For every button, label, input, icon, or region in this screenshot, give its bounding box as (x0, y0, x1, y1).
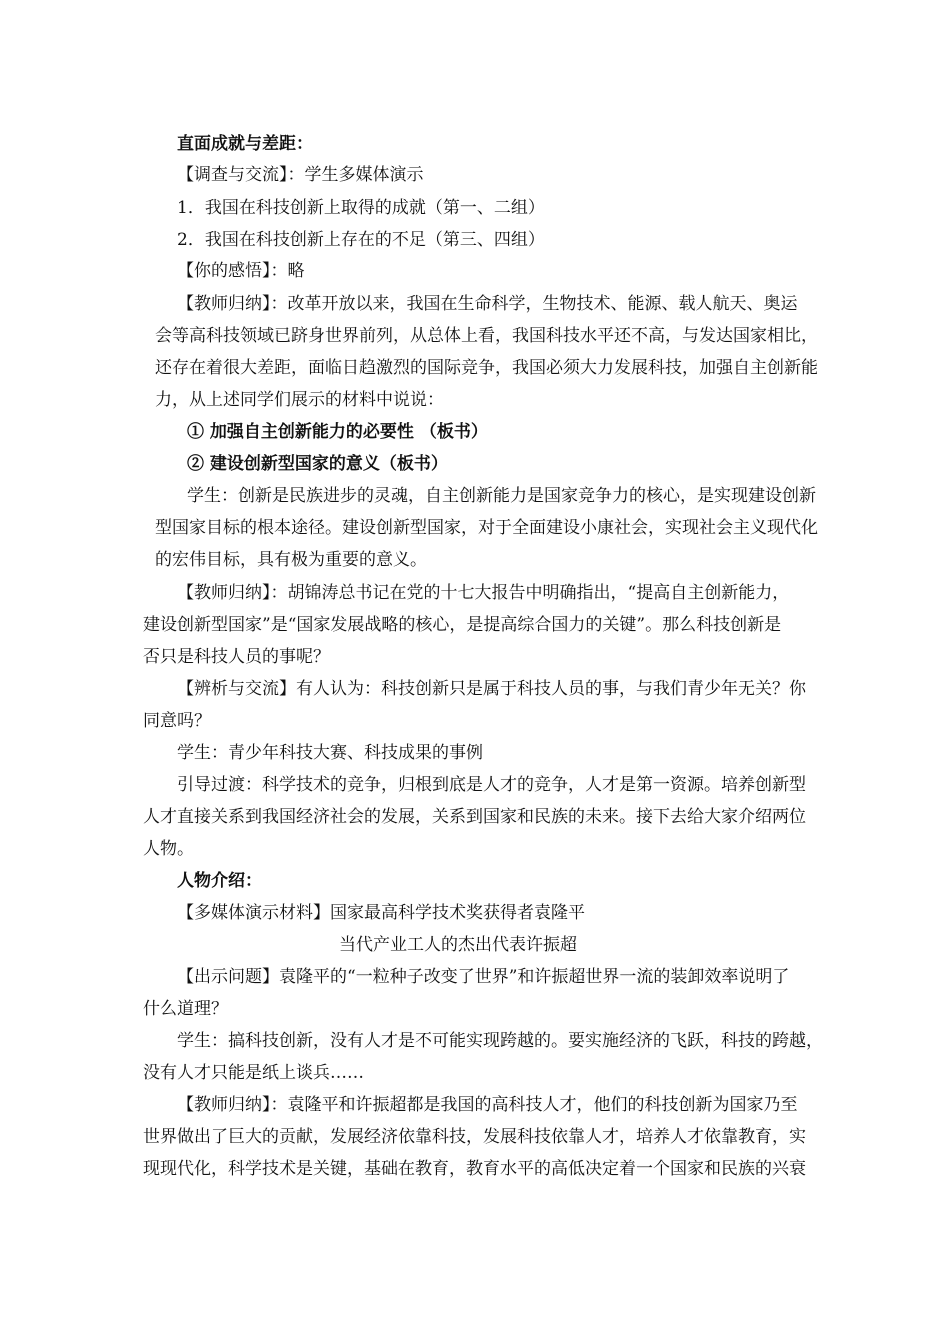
paragraph-line: 什么道理？ (143, 999, 228, 1019)
paragraph-line: 当代产业工人的杰出代表许振超 (339, 935, 577, 955)
paragraph-line: 没有人才只能是纸上谈兵…… (143, 1063, 364, 1083)
paragraph-line: 人物。 (143, 839, 194, 859)
paragraph-line: 会等高科技领域已跻身世界前列，从总体上看，我国科技水平还不高，与发达国家相比， (155, 326, 818, 346)
paragraph-line: 学生：青少年科技大赛、科技成果的事例 (177, 743, 483, 763)
paragraph-line: 【教师归纳】：胡锦涛总书记在党的十七大报告中明确指出，“提高自主创新能力， (177, 583, 790, 603)
paragraph-line: 型国家目标的根本途径。建设创新型国家，对于全面建设小康社会，实现社会主义现代化 (155, 518, 818, 538)
paragraph-line: 学生：搞科技创新，没有人才是不可能实现跨越的。要实施经济的飞跃，科技的跨越， (177, 1031, 823, 1051)
list-item: 1．我国在科技创新上取得的成就（第一、二组） (177, 198, 545, 218)
paragraph-line: 【教师归纳】：改革开放以来，我国在生命科学，生物技术、能源、载人航天、奥运 (177, 294, 798, 314)
paragraph-line: 人才直接关系到我国经济社会的发展，关系到国家和民族的未来。接下去给大家介绍两位 (143, 807, 806, 827)
paragraph-line: 【你的感悟】：略 (177, 261, 305, 281)
board-point-1: ① 加强自主创新能力的必要性 （板书） (187, 422, 488, 442)
paragraph-line: 世界做出了巨大的贡献，发展经济依靠科技，发展科技依靠人才，培养人才依靠教育，实 (143, 1127, 806, 1147)
paragraph-line: 的宏伟目标，具有极为重要的意义。 (155, 550, 427, 570)
paragraph-line: 【调查与交流】：学生多媒体演示 (177, 165, 424, 185)
paragraph-line: 建设创新型国家”是“国家发展战略的核心，是提高综合国力的关键”。那么科技创新是 (143, 615, 782, 635)
paragraph-line: 同意吗？ (143, 711, 211, 731)
paragraph-line: 【辨析与交流】有人认为：科技创新只是属于科技人员的事，与我们青少年无关？你 (177, 679, 806, 699)
list-item: 2．我国在科技创新上存在的不足（第三、四组） (177, 230, 545, 250)
paragraph-line: 【教师归纳】：袁隆平和许振超都是我国的高科技人才，他们的科技创新为国家乃至 (177, 1095, 798, 1115)
paragraph-line: 引导过渡：科学技术的竞争，归根到底是人才的竞争，人才是第一资源。培养创新型 (177, 775, 806, 795)
section-heading: 直面成就与差距： (177, 134, 313, 154)
paragraph-line: 学生：创新是民族进步的灵魂，自主创新能力是国家竞争力的核心，是实现建设创新 (187, 486, 816, 506)
paragraph-line: 还存在着很大差距，面临日趋激烈的国际竞争，我国必须大力发展科技，加强自主创新能 (155, 358, 818, 378)
paragraph-line: 否只是科技人员的事呢？ (143, 647, 330, 667)
paragraph-line: 【多媒体演示材料】国家最高科学技术奖获得者袁隆平 (177, 903, 585, 923)
board-point-2: ② 建设创新型国家的意义（板书） (187, 454, 448, 474)
paragraph-line: 【出示问题】袁隆平的“一粒种子改变了世界”和许振超世界一流的装卸效率说明了 (177, 967, 790, 987)
paragraph-line: 现现代化，科学技术是关键，基础在教育，教育水平的高低决定着一个国家和民族的兴衰 (143, 1159, 806, 1179)
paragraph-line: 力，从上述同学们展示的材料中说说： (155, 390, 444, 410)
section-heading: 人物介绍： (177, 871, 262, 891)
